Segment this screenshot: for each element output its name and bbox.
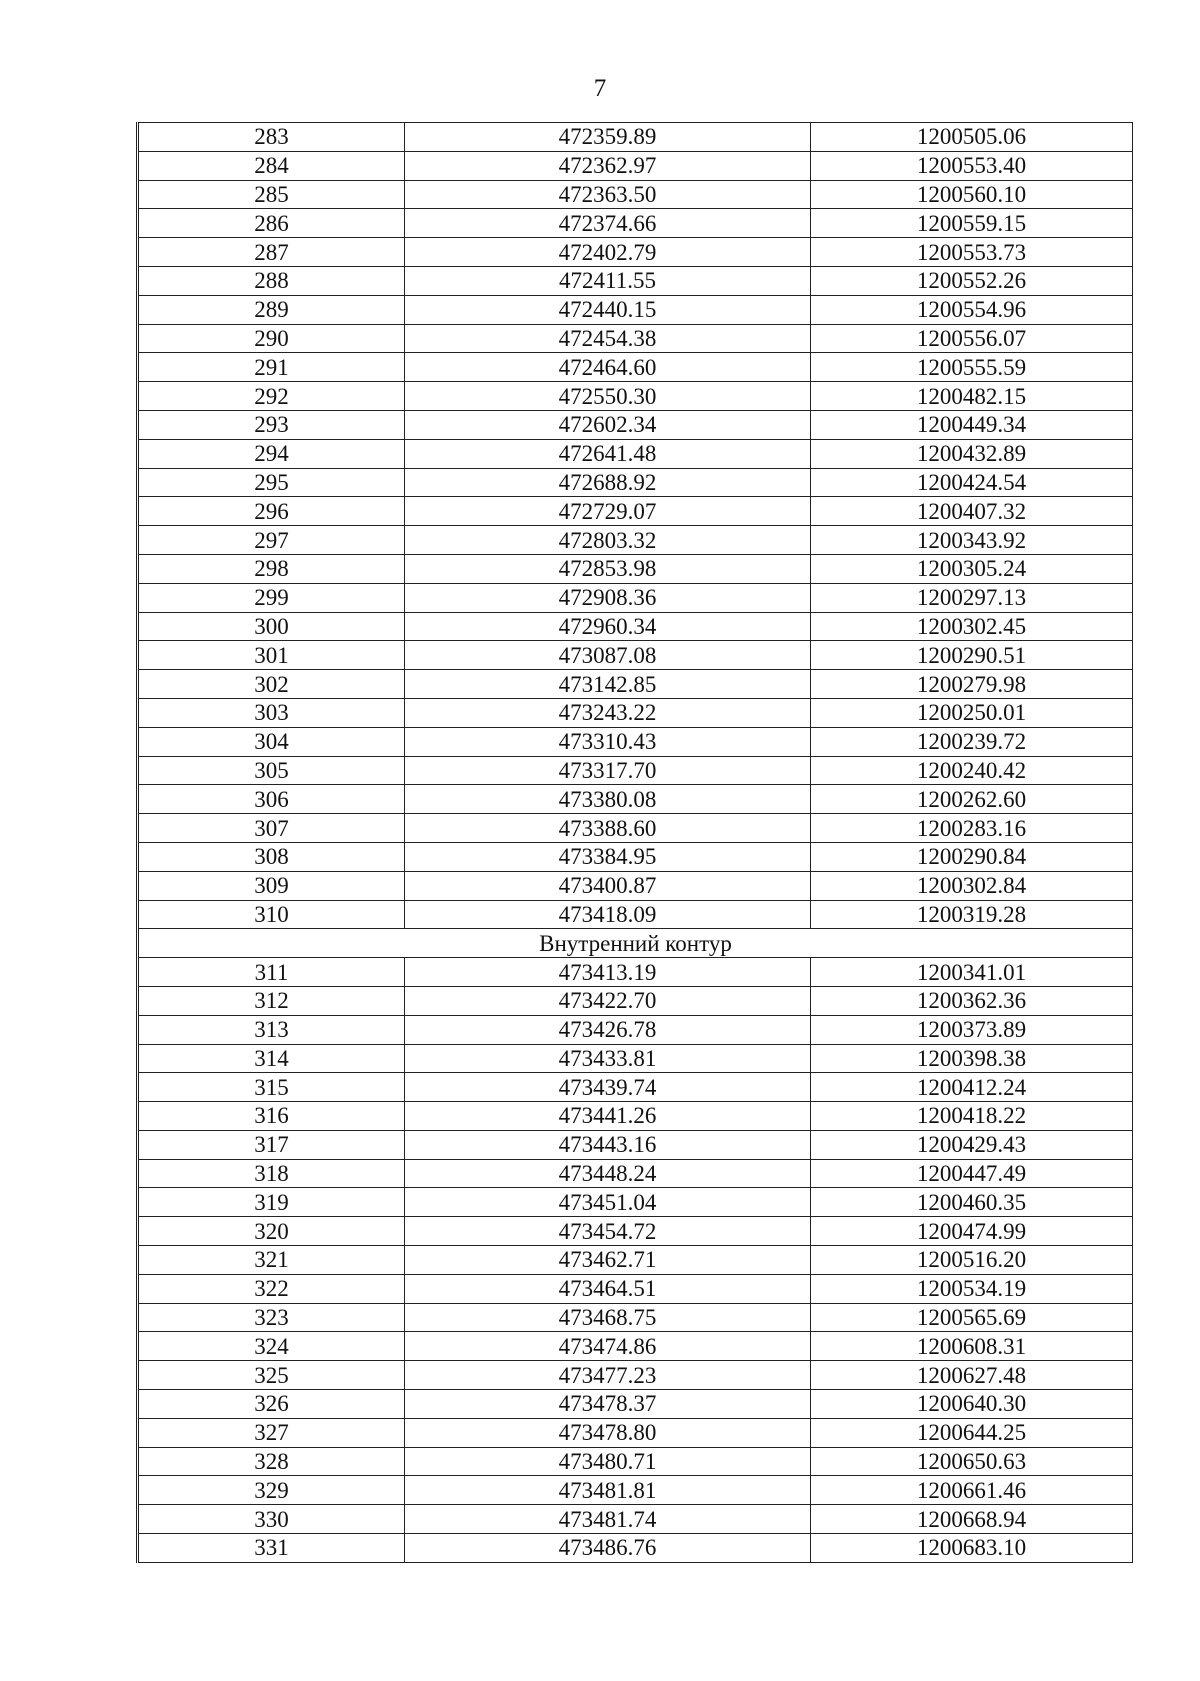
table-row — [138, 958, 1133, 987]
y-coordinate-cell: 1200683.10 — [811, 1534, 1133, 1563]
x-coordinate-cell: 473426.78 — [405, 1015, 811, 1044]
table-row — [138, 814, 1133, 843]
x-coordinate-cell: 473400.87 — [405, 871, 811, 900]
y-coordinate-cell: 1200447.49 — [811, 1159, 1133, 1188]
point-number-cell: 324 — [138, 1332, 405, 1361]
table-row — [138, 382, 1133, 411]
point-number-cell: 315 — [138, 1073, 405, 1102]
point-number-cell: 285 — [138, 180, 405, 209]
table-row — [138, 1447, 1133, 1476]
point-number-cell: 318 — [138, 1159, 405, 1188]
point-number-cell: 284 — [138, 151, 405, 180]
table-row — [138, 151, 1133, 180]
table-row — [138, 324, 1133, 353]
y-coordinate-cell: 1200239.72 — [811, 727, 1133, 756]
point-number-cell: 292 — [138, 382, 405, 411]
point-number-cell: 327 — [138, 1418, 405, 1447]
x-coordinate-cell: 473477.23 — [405, 1361, 811, 1390]
x-coordinate-cell: 473384.95 — [405, 842, 811, 871]
page-number: 7 — [593, 75, 607, 102]
y-coordinate-cell: 1200559.15 — [811, 209, 1133, 238]
point-number-cell: 291 — [138, 353, 405, 382]
x-coordinate-cell: 473142.85 — [405, 670, 811, 699]
x-coordinate-cell: 472454.38 — [405, 324, 811, 353]
x-coordinate-cell: 473243.22 — [405, 698, 811, 727]
point-number-cell: 323 — [138, 1303, 405, 1332]
point-number-cell: 298 — [138, 554, 405, 583]
y-coordinate-cell: 1200650.63 — [811, 1447, 1133, 1476]
point-number-cell: 312 — [138, 986, 405, 1015]
table-row — [138, 756, 1133, 785]
table-row — [138, 986, 1133, 1015]
y-coordinate-cell: 1200319.28 — [811, 900, 1133, 929]
x-coordinate-cell: 473486.76 — [405, 1534, 811, 1563]
table-row — [138, 1130, 1133, 1159]
x-coordinate-cell: 473317.70 — [405, 756, 811, 785]
y-coordinate-cell: 1200668.94 — [811, 1505, 1133, 1534]
point-number-cell: 309 — [138, 871, 405, 900]
point-number-cell: 311 — [138, 958, 405, 987]
table-row — [138, 727, 1133, 756]
table-row — [138, 1217, 1133, 1246]
table-row — [138, 698, 1133, 727]
table-row — [138, 785, 1133, 814]
table-row — [138, 1418, 1133, 1447]
y-coordinate-cell: 1200305.24 — [811, 554, 1133, 583]
point-number-cell: 314 — [138, 1044, 405, 1073]
y-coordinate-cell: 1200240.42 — [811, 756, 1133, 785]
x-coordinate-cell: 472440.15 — [405, 295, 811, 324]
point-number-cell: 307 — [138, 814, 405, 843]
y-coordinate-cell: 1200373.89 — [811, 1015, 1133, 1044]
y-coordinate-cell: 1200279.98 — [811, 670, 1133, 699]
x-coordinate-cell: 472402.79 — [405, 238, 811, 267]
y-coordinate-cell: 1200534.19 — [811, 1274, 1133, 1303]
table-row — [138, 641, 1133, 670]
y-coordinate-cell: 1200627.48 — [811, 1361, 1133, 1390]
y-coordinate-cell: 1200412.24 — [811, 1073, 1133, 1102]
table-row — [138, 468, 1133, 497]
table-row — [138, 1274, 1133, 1303]
table-row — [138, 1361, 1133, 1390]
y-coordinate-cell: 1200250.01 — [811, 698, 1133, 727]
y-coordinate-cell: 1200556.07 — [811, 324, 1133, 353]
point-number-cell: 296 — [138, 497, 405, 526]
point-number-cell: 302 — [138, 670, 405, 699]
point-number-cell: 294 — [138, 439, 405, 468]
x-coordinate-cell: 473422.70 — [405, 986, 811, 1015]
point-number-cell: 328 — [138, 1447, 405, 1476]
y-coordinate-cell: 1200432.89 — [811, 439, 1133, 468]
table-row — [138, 842, 1133, 871]
x-coordinate-cell: 472359.89 — [405, 123, 811, 152]
x-coordinate-cell: 472363.50 — [405, 180, 811, 209]
point-number-cell: 290 — [138, 324, 405, 353]
coordinates-table — [136, 122, 1133, 1563]
table-row — [138, 612, 1133, 641]
y-coordinate-cell: 1200560.10 — [811, 180, 1133, 209]
section-title: Внутренний контур — [138, 929, 1133, 958]
x-coordinate-cell: 473480.71 — [405, 1447, 811, 1476]
y-coordinate-cell: 1200565.69 — [811, 1303, 1133, 1332]
y-coordinate-cell: 1200553.40 — [811, 151, 1133, 180]
x-coordinate-cell: 473464.51 — [405, 1274, 811, 1303]
x-coordinate-cell: 473478.37 — [405, 1390, 811, 1419]
x-coordinate-cell: 472464.60 — [405, 353, 811, 382]
table-row — [138, 1015, 1133, 1044]
y-coordinate-cell: 1200661.46 — [811, 1476, 1133, 1505]
table-row — [138, 1476, 1133, 1505]
point-number-cell: 325 — [138, 1361, 405, 1390]
y-coordinate-cell: 1200608.31 — [811, 1332, 1133, 1361]
y-coordinate-cell: 1200555.59 — [811, 353, 1133, 382]
table-row — [138, 1505, 1133, 1534]
y-coordinate-cell: 1200429.43 — [811, 1130, 1133, 1159]
x-coordinate-cell: 473433.81 — [405, 1044, 811, 1073]
table-row — [138, 353, 1133, 382]
point-number-cell: 286 — [138, 209, 405, 238]
point-number-cell: 317 — [138, 1130, 405, 1159]
table-row — [138, 266, 1133, 295]
table-row — [138, 670, 1133, 699]
table-row — [138, 1044, 1133, 1073]
table-row — [138, 209, 1133, 238]
x-coordinate-cell: 472411.55 — [405, 266, 811, 295]
point-number-cell: 293 — [138, 410, 405, 439]
point-number-cell: 288 — [138, 266, 405, 295]
point-number-cell: 329 — [138, 1476, 405, 1505]
y-coordinate-cell: 1200262.60 — [811, 785, 1133, 814]
x-coordinate-cell: 472362.97 — [405, 151, 811, 180]
y-coordinate-cell: 1200449.34 — [811, 410, 1133, 439]
x-coordinate-cell: 473478.80 — [405, 1418, 811, 1447]
y-coordinate-cell: 1200552.26 — [811, 266, 1133, 295]
x-coordinate-cell: 472960.34 — [405, 612, 811, 641]
x-coordinate-cell: 473448.24 — [405, 1159, 811, 1188]
table-row — [138, 1332, 1133, 1361]
point-number-cell: 289 — [138, 295, 405, 324]
table-row — [138, 1390, 1133, 1419]
point-number-cell: 306 — [138, 785, 405, 814]
y-coordinate-cell: 1200474.99 — [811, 1217, 1133, 1246]
y-coordinate-cell: 1200554.96 — [811, 295, 1133, 324]
point-number-cell: 322 — [138, 1274, 405, 1303]
x-coordinate-cell: 473462.71 — [405, 1246, 811, 1275]
table-row — [138, 295, 1133, 324]
table-row — [138, 180, 1133, 209]
table-row — [138, 526, 1133, 555]
table-row — [138, 1534, 1133, 1563]
y-coordinate-cell: 1200407.32 — [811, 497, 1133, 526]
point-number-cell: 316 — [138, 1102, 405, 1131]
x-coordinate-cell: 473310.43 — [405, 727, 811, 756]
y-coordinate-cell: 1200290.84 — [811, 842, 1133, 871]
table-row — [138, 123, 1133, 152]
x-coordinate-cell: 473441.26 — [405, 1102, 811, 1131]
x-coordinate-cell: 472908.36 — [405, 583, 811, 612]
x-coordinate-cell: 472374.66 — [405, 209, 811, 238]
x-coordinate-cell: 473388.60 — [405, 814, 811, 843]
x-coordinate-cell: 473413.19 — [405, 958, 811, 987]
y-coordinate-cell: 1200640.30 — [811, 1390, 1133, 1419]
table-row — [138, 1246, 1133, 1275]
point-number-cell: 331 — [138, 1534, 405, 1563]
coordinates-table-body — [138, 123, 1133, 1563]
point-number-cell: 319 — [138, 1188, 405, 1217]
y-coordinate-cell: 1200362.36 — [811, 986, 1133, 1015]
x-coordinate-cell: 472803.32 — [405, 526, 811, 555]
point-number-cell: 330 — [138, 1505, 405, 1534]
x-coordinate-cell: 473474.86 — [405, 1332, 811, 1361]
x-coordinate-cell: 473451.04 — [405, 1188, 811, 1217]
table-row — [138, 554, 1133, 583]
x-coordinate-cell: 472641.48 — [405, 439, 811, 468]
y-coordinate-cell: 1200418.22 — [811, 1102, 1133, 1131]
point-number-cell: 308 — [138, 842, 405, 871]
table-row — [138, 497, 1133, 526]
table-row — [138, 238, 1133, 267]
x-coordinate-cell: 472853.98 — [405, 554, 811, 583]
y-coordinate-cell: 1200290.51 — [811, 641, 1133, 670]
y-coordinate-cell: 1200341.01 — [811, 958, 1133, 987]
x-coordinate-cell: 473443.16 — [405, 1130, 811, 1159]
point-number-cell: 301 — [138, 641, 405, 670]
table-row — [138, 1303, 1133, 1332]
y-coordinate-cell: 1200644.25 — [811, 1418, 1133, 1447]
x-coordinate-cell: 472729.07 — [405, 497, 811, 526]
y-coordinate-cell: 1200482.15 — [811, 382, 1133, 411]
table-row — [138, 1102, 1133, 1131]
y-coordinate-cell: 1200302.45 — [811, 612, 1133, 641]
y-coordinate-cell: 1200424.54 — [811, 468, 1133, 497]
table-row — [138, 1073, 1133, 1102]
table-row — [138, 900, 1133, 929]
point-number-cell: 299 — [138, 583, 405, 612]
table-row — [138, 871, 1133, 900]
y-coordinate-cell: 1200302.84 — [811, 871, 1133, 900]
y-coordinate-cell: 1200553.73 — [811, 238, 1133, 267]
point-number-cell: 321 — [138, 1246, 405, 1275]
x-coordinate-cell: 473439.74 — [405, 1073, 811, 1102]
y-coordinate-cell: 1200460.35 — [811, 1188, 1133, 1217]
x-coordinate-cell: 472602.34 — [405, 410, 811, 439]
x-coordinate-cell: 473087.08 — [405, 641, 811, 670]
y-coordinate-cell: 1200505.06 — [811, 123, 1133, 152]
table-row — [138, 1159, 1133, 1188]
point-number-cell: 305 — [138, 756, 405, 785]
point-number-cell: 304 — [138, 727, 405, 756]
y-coordinate-cell: 1200297.13 — [811, 583, 1133, 612]
table-row — [138, 439, 1133, 468]
x-coordinate-cell: 473468.75 — [405, 1303, 811, 1332]
point-number-cell: 326 — [138, 1390, 405, 1419]
y-coordinate-cell: 1200398.38 — [811, 1044, 1133, 1073]
x-coordinate-cell: 473481.74 — [405, 1505, 811, 1534]
table-row — [138, 410, 1133, 439]
y-coordinate-cell: 1200283.16 — [811, 814, 1133, 843]
point-number-cell: 313 — [138, 1015, 405, 1044]
x-coordinate-cell: 473481.81 — [405, 1476, 811, 1505]
x-coordinate-cell: 472550.30 — [405, 382, 811, 411]
point-number-cell: 300 — [138, 612, 405, 641]
point-number-cell: 303 — [138, 698, 405, 727]
point-number-cell: 297 — [138, 526, 405, 555]
x-coordinate-cell: 473454.72 — [405, 1217, 811, 1246]
point-number-cell: 320 — [138, 1217, 405, 1246]
y-coordinate-cell: 1200516.20 — [811, 1246, 1133, 1275]
point-number-cell: 310 — [138, 900, 405, 929]
y-coordinate-cell: 1200343.92 — [811, 526, 1133, 555]
x-coordinate-cell: 473380.08 — [405, 785, 811, 814]
table-row — [138, 1188, 1133, 1217]
point-number-cell: 287 — [138, 238, 405, 267]
x-coordinate-cell: 473418.09 — [405, 900, 811, 929]
table-row — [138, 583, 1133, 612]
x-coordinate-cell: 472688.92 — [405, 468, 811, 497]
point-number-cell: 295 — [138, 468, 405, 497]
section-header-row — [138, 929, 1133, 958]
point-number-cell: 283 — [138, 123, 405, 152]
